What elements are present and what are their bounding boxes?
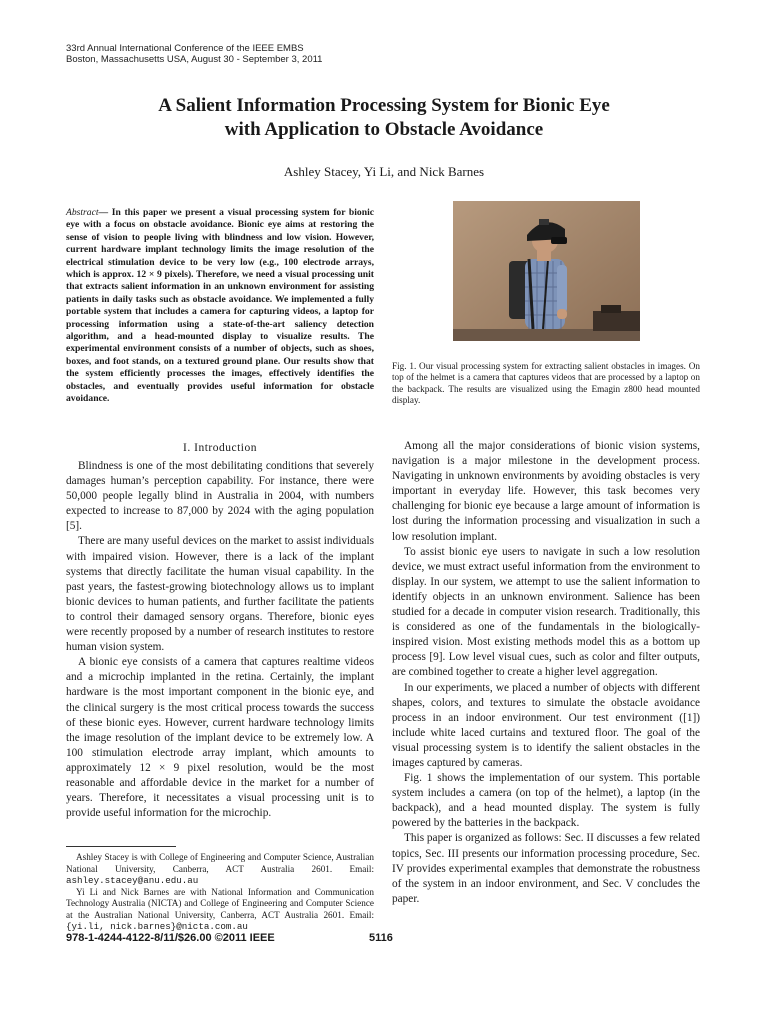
footnote-divider xyxy=(66,846,176,847)
paragraph: Fig. 1 shows the implementation of our system. This portable system includes a camera (on top of the helmet), a laptop (in the backpack), and a head mounted display. The system is fully powered by the batteries in the backpack. xyxy=(392,772,700,830)
abstract-lead: Abstract xyxy=(66,207,99,218)
authors: Ashley Stacey, Yi Li, and Nick Barnes xyxy=(283,164,485,179)
abstract-dash: — xyxy=(98,207,109,218)
conference-line-2: Boston, Massachusetts USA, August 30 - September 3, 2011 xyxy=(66,54,323,65)
conference-line-1: 33rd Annual International Conference of the IEEE EMBS xyxy=(66,43,304,54)
footnote-1 xyxy=(66,852,374,887)
abstract xyxy=(66,207,374,406)
paragraph: This paper is organized as follows: Sec. II discusses a few related topics, Sec. III presents our information processing procedure, Sec. IV provides experimental examples that demonstrate the robustness of the system in an indoor environment, and Sec. V concludes the paper. xyxy=(392,832,700,905)
paragraph: In our experiments, we placed a number of objects with different shapes, colors, and textures to simulate the obstacle avoidance process in an indoor environment. Our test environment ([1]) include white laced curtains and textured floor. The goal of the visual processing system is to identify the salient obstacles in the images captured by cameras. xyxy=(392,681,700,769)
footer-isbn: 978-1-4244-4122-8/11/$26.00 ©2011 IEEE xyxy=(66,932,275,944)
paragraph: Blindness is one of the most debilitating conditions that severely damages human’s perception capability. For instance, there were 50,000 people legally blind in Australia in 2004, with numbers expected to increase to 87,000 by 2024 with the aging population [5]. xyxy=(66,460,374,533)
paragraph: A bionic eye consists of a camera that captures realtime videos and a microchip implanted in the retina. Certainly, the implant hardware is the most important component in the bionic eye, and the clinical surgery is the most critical process towards the success of these bionic eyes. However, current hardware technology limits the image resolution of the implant device to be extremely low. A 100 stimulation electrode array implant, which amounts to approximately 12 × 9 pixel resolution, would be the most reasonable and affordable device in the market for a number of years. Therefore, it necessitates a visual processing unit is to provide useful information for the microchip. xyxy=(66,656,374,820)
paper-title xyxy=(40,94,728,142)
helmet-person-photo xyxy=(453,201,640,341)
paragraph: To assist bionic eye users to navigate in such a low resolution device, we must extract useful information from the environment to display. In our system, we attempt to use the salient information to identify objects in an unknown environment. Salience has been studied for a decade in computer vision research. Traditionally, this is considered as one of the fundamentals in the biologically-inspired vision. Most existing methods model this as a bottom up process [9]. Low level visual cues, such as color and filter outputs, are combined together to create a higher level aggregation. xyxy=(392,545,700,679)
footnote-2 xyxy=(66,887,374,933)
page-number: 5116 xyxy=(369,932,393,944)
title-line-1: A Salient Information Processing System for Bionic Eye xyxy=(158,95,610,116)
section-heading-introduction: I. Introduction xyxy=(183,442,257,454)
abstract-text: In this paper we present a visual processing system for bionic eye with a focus on obstacle avoidance. Bionic eye aims at restoring the sense of vision to people living with blindness and low vision. However, current hardware implant technology limits the image resolution of the electrical stimulation device to be very low (e.g., 100 electrode arrays, which is approx. 12 × 9 pixels). Therefore, we need a visual processing unit that extracts salient information in an unknown environment for assisting patients in daily tasks such as obstacle avoidance. We implemented a fully portable system that includes a camera for capturing videos, a laptop for processing information using a state-of-the-art saliency detection algorithm, and a head-mounted display to visualize results. The experimental environment consists of a number of objects, such as shoes, boxes, and foot stands, on a textured ground plane. Our results show that the system efficiently processes the images, effectively identifies the obstacles, and eventually provides useful information for obstacle avoidance. xyxy=(66,207,374,405)
footnote-1-text: Ashley Stacey is with College of Engineering and Computer Science, Australian National University, Canberra, ACT Australia 2601. Email: xyxy=(66,852,374,874)
paragraph: Among all the major considerations of bionic vision systems, navigation is a major milestone in the development process. Navigating in unknown environments by avoiding obstacles is very important in everyday life. However, this task becomes very challenging for bionic eye because a large amount of information is lost during the information processing and visualization in such a low resolution implant. xyxy=(392,440,700,543)
footnotes xyxy=(66,852,374,933)
title-line-2: with Application to Obstacle Avoidance xyxy=(224,119,544,140)
footnote-1-email: ashley.stacey@anu.edu.au xyxy=(66,875,199,886)
footnote-2-email: {yi.li, nick.barnes}@nicta.com.au xyxy=(66,921,248,932)
intro-column-2 xyxy=(392,439,700,907)
figure-1-caption: Fig. 1. Our visual processing system for extracting salient obstacles in images. On top of the helmet is a camera that captures videos that are processed by a laptop on the backpack. The results are visualized using the Emagin z800 head mounted display. xyxy=(392,361,700,406)
figure-1-photo xyxy=(453,201,640,341)
paragraph: There are many useful devices on the market to assist individuals with impaired vision. However, there is a lack of the implant systems that directly facilitate the human visual capability. In the past years, the fastest-growing biotechnology allows us to implant bionic devices to human patients, and further facilitate the patients to control their damaged sensory organs. Therefore, bionic eyes were recently proposed by a number of research institutes to restore human vision system. xyxy=(66,535,374,654)
conference-header xyxy=(66,43,322,65)
footnote-2-text: Yi Li and Nick Barnes are with National Information and Communication Technology Australia (NICTA) and College of Engineering and Computer Science at the Australian National University, Canberra, ACT Australia 2601. Email: xyxy=(66,886,374,920)
intro-column-1 xyxy=(66,459,374,821)
